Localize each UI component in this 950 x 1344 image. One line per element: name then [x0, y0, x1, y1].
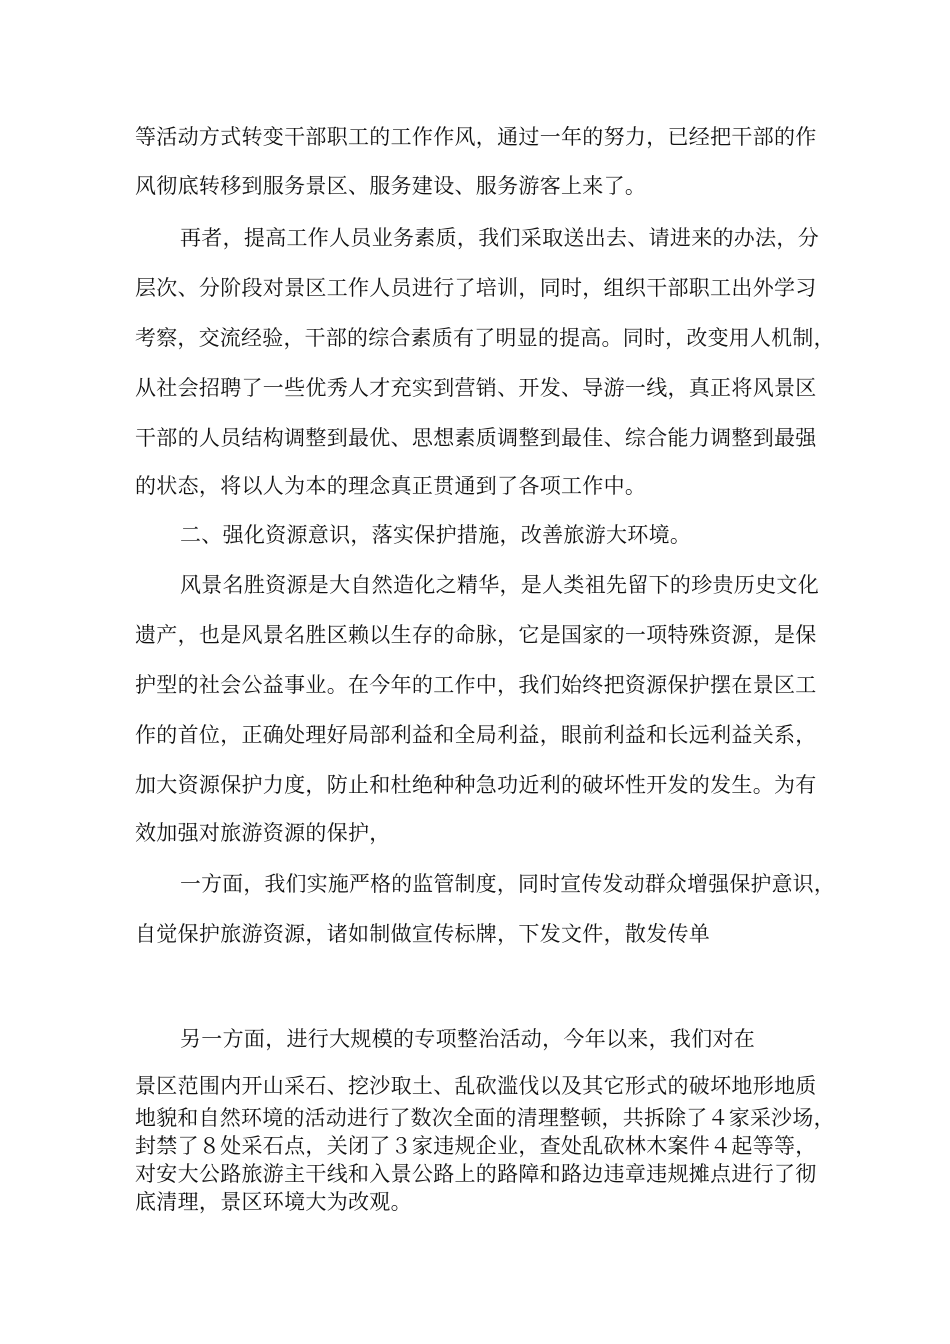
text-line: 层次、分阶段对景区工作人员进行了培训，同时，组织干部职工出外学习 — [135, 276, 817, 300]
text-line: 遗产，也是风景名胜区赖以生存的命脉，它是国家的一项特殊资源，是保 — [135, 623, 817, 647]
text-line: 作的首位，正确处理好局部利益和全局利益，眼前利益和长远利益关系， — [135, 723, 817, 747]
text-line: 从社会招聘了一些优秀人才充实到营销、开发、导游一线，真正将风景区 — [135, 376, 817, 400]
text-line: 另一方面，进行大规模的专项整治活动，今年以来，我们对在 — [180, 1027, 756, 1051]
text-line: 地貌和自然环境的活动进行了数次全面的清理整顿，共拆除了４家采沙场， — [135, 1106, 835, 1130]
text-line: 封禁了８处采石点，关闭了３家违规企业，查处乱砍林木案件４起等等， — [135, 1134, 817, 1158]
text-line: 的状态，将以人为本的理念真正贯通到了各项工作中。 — [135, 474, 647, 498]
text-line: 护型的社会公益事业。在今年的工作中，我们始终把资源保护摆在景区工 — [135, 673, 817, 697]
text-line: 再者，提高工作人员业务素质，我们采取送出去、请进来的办法，分 — [180, 226, 819, 250]
text-line: 风彻底转移到服务景区、服务建设、服务游客上来了。 — [135, 174, 647, 198]
text-line: 一方面，我们实施严格的监管制度，同时宣传发动群众增强保护意识， — [180, 872, 835, 896]
text-line: 等活动方式转变干部职工的工作作风，通过一年的努力，已经把干部的作 — [135, 125, 817, 149]
text-line: 景区范围内开山采石、挖沙取土、乱砍滥伐以及其它形式的破坏地形地质 — [135, 1074, 817, 1098]
text-line: 底清理，景区环境大为改观。 — [135, 1190, 412, 1214]
section-heading: 二、强化资源意识，落实保护措施，改善旅游大环境。 — [180, 523, 692, 547]
text-line: 加大资源保护力度，防止和杜绝种种急功近利的破坏性开发的发生。为有 — [135, 773, 817, 797]
text-line: 干部的人员结构调整到最优、思想素质调整到最佳、综合能力调整到最强 — [135, 426, 817, 450]
text-line: 效加强对旅游资源的保护， — [135, 821, 391, 845]
text-line: 风景名胜资源是大自然造化之精华，是人类祖先留下的珍贵历史文化 — [180, 573, 819, 597]
text-line: 对安大公路旅游主干线和入景公路上的路障和路边违章违规摊点进行了彻 — [135, 1162, 817, 1186]
text-line: 考察，交流经验，干部的综合素质有了明显的提高。同时，改变用人机制， — [135, 326, 835, 350]
text-line: 自觉保护旅游资源，诸如制做宣传标牌，下发文件，散发传单 — [135, 922, 711, 946]
